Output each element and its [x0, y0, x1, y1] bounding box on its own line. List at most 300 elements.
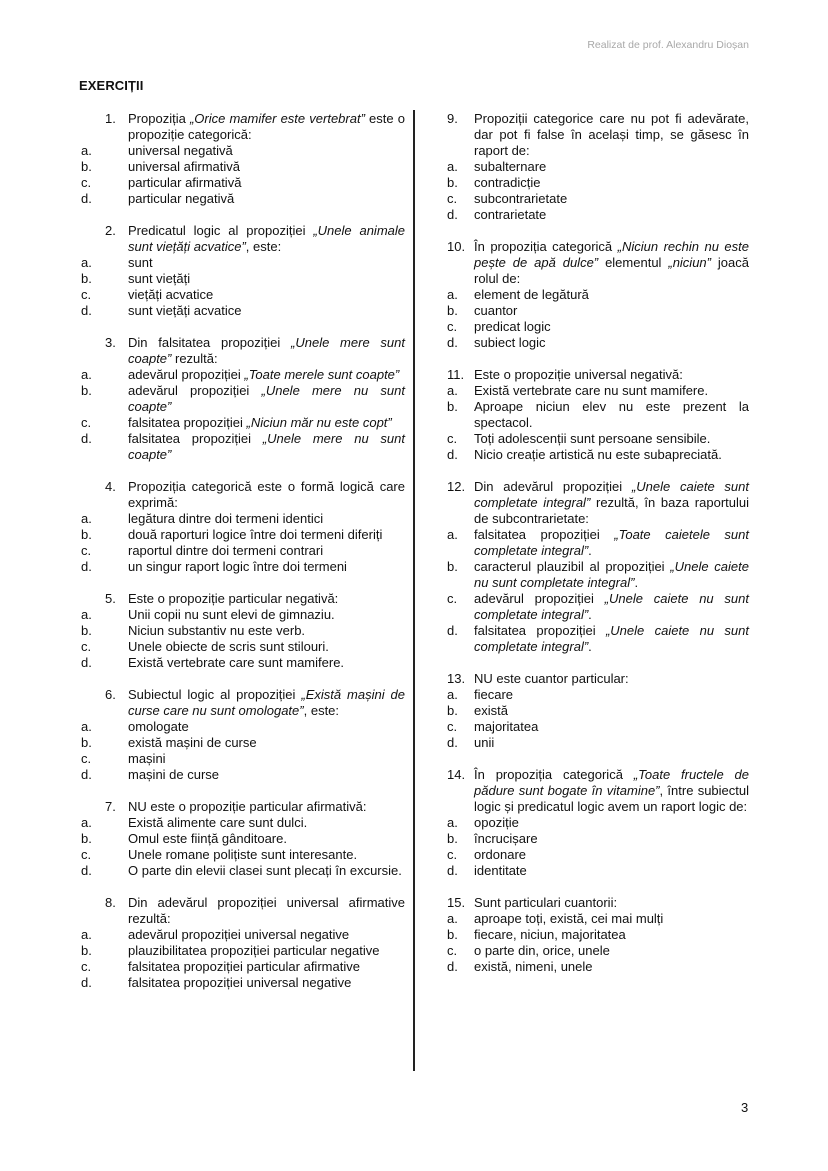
quoted-proposition: „niciun” [668, 255, 711, 270]
option-text-part: omologate [128, 719, 189, 734]
option-label: d. [81, 559, 92, 574]
answer-option-a [447, 911, 749, 927]
option-label: b. [447, 175, 458, 190]
question-10 [447, 239, 749, 351]
question-text [128, 223, 405, 255]
option-label: a. [447, 159, 458, 174]
option-text [474, 863, 749, 879]
option-text [128, 815, 405, 831]
option-label: b. [81, 735, 92, 750]
quoted-proposition: „Orice mamifer este vertebrat” [189, 111, 365, 126]
option-text-part: subiect logic [474, 335, 546, 350]
option-text-part: adevărul propoziției [128, 367, 245, 382]
answer-option-d [81, 191, 405, 207]
option-text [474, 623, 749, 655]
option-label: b. [81, 943, 92, 958]
question-number: 13. [447, 671, 466, 686]
question-text [474, 767, 749, 815]
option-label: c. [81, 175, 92, 190]
option-label: a. [447, 687, 458, 702]
question-text [128, 895, 405, 927]
question-text [474, 111, 749, 159]
option-text [474, 191, 749, 207]
question-text [474, 367, 749, 383]
option-text-part: există [474, 703, 508, 718]
question-stem [81, 591, 405, 607]
question-2 [81, 223, 405, 319]
option-text-part: . [588, 607, 592, 622]
option-text-part: universal negativă [128, 143, 233, 158]
quoted-proposition: „Unele mere nu sunt coapte” [128, 383, 405, 414]
question-stem [81, 479, 405, 511]
question-text [474, 479, 749, 527]
question-12 [447, 479, 749, 655]
option-text [128, 287, 405, 303]
option-text [128, 383, 405, 415]
option-text [474, 447, 749, 463]
quoted-proposition: „Unele animale sunt viețăți acvatice” [128, 223, 405, 254]
option-text [474, 927, 749, 943]
option-text [474, 591, 749, 623]
option-text-part: există, nimeni, unele [474, 959, 593, 974]
question-15 [447, 895, 749, 975]
question-text-part: În propoziția categorică [474, 239, 618, 254]
answer-option-c [447, 719, 749, 735]
answer-option-d [447, 863, 749, 879]
option-text-part: Omul este ființă gânditoare. [128, 831, 287, 846]
option-text-part: opoziție [474, 815, 519, 830]
option-label: c. [447, 191, 458, 206]
question-number: 10. [447, 239, 466, 254]
option-text-part: fiecare, niciun, majoritatea [474, 927, 626, 942]
option-label: b. [447, 831, 458, 846]
option-text-part: O parte din elevii clasei sunt plecați în excursie. [128, 863, 402, 878]
option-text-part: o parte din, orice, unele [474, 943, 610, 958]
question-text-part: În propoziția categorică [474, 767, 634, 782]
answer-option-a [81, 719, 405, 735]
option-text-part: Există vertebrate care nu sunt mamifere. [474, 383, 709, 398]
option-text [474, 383, 749, 399]
question-1 [81, 111, 405, 207]
answer-option-d [447, 335, 749, 351]
question-number: 9. [447, 111, 458, 126]
option-text-part: falsitatea propoziției [128, 431, 263, 446]
answer-option-a [447, 383, 749, 399]
answer-option-b [81, 735, 405, 751]
option-text [128, 159, 405, 175]
option-label: d. [81, 863, 92, 878]
answer-option-a [81, 815, 405, 831]
answer-option-b [447, 703, 749, 719]
question-text-part: Propoziții categorice care nu pot fi adevărate, dar pot fi false în același timp, se găsesc în raport de: [474, 111, 749, 158]
answer-option-c [447, 943, 749, 959]
question-number: 8. [105, 895, 116, 910]
question-number: 6. [105, 687, 116, 702]
option-label: d. [447, 863, 458, 878]
answer-option-d [447, 623, 749, 655]
question-stem [81, 895, 405, 927]
answer-option-b [81, 527, 405, 543]
option-label: d. [447, 447, 458, 462]
option-text [474, 319, 749, 335]
option-text-part: mașini de curse [128, 767, 220, 782]
answer-option-c [81, 959, 405, 975]
question-7 [81, 799, 405, 879]
option-label: a. [447, 287, 458, 302]
answer-option-c [81, 751, 405, 767]
option-label: c. [81, 847, 92, 862]
option-label: c. [447, 319, 458, 334]
option-text-part: raportul dintre doi termeni contrari [128, 543, 324, 558]
question-text-part: NU este cuantor particular: [474, 671, 629, 686]
question-11 [447, 367, 749, 463]
option-text [128, 607, 405, 623]
question-text-part: Din adevărul propoziției universal afirmative rezultă: [128, 895, 405, 926]
section-title: EXERCIȚII [79, 78, 144, 93]
option-label: c. [81, 639, 92, 654]
option-text [128, 543, 405, 559]
question-text-part: elementul [598, 255, 669, 270]
option-text-part: Toți adolescenții sunt persoane sensibile. [474, 431, 711, 446]
question-text [128, 479, 405, 511]
question-number: 4. [105, 479, 116, 494]
option-label: d. [81, 431, 92, 446]
option-text [128, 831, 405, 847]
answer-option-b [447, 831, 749, 847]
answer-option-b [447, 399, 749, 431]
option-text-part: Nicio creație artistică nu este subapreciată. [474, 447, 722, 462]
option-text [128, 415, 405, 431]
option-text-part: plauzibilitatea propoziției particular negative [128, 943, 380, 958]
answer-option-c [81, 287, 405, 303]
question-stem [81, 111, 405, 143]
option-text [474, 399, 749, 431]
option-text-part: adevărul propoziției [474, 591, 605, 606]
question-number: 14. [447, 767, 466, 782]
option-text [474, 735, 749, 751]
option-label: d. [447, 623, 458, 638]
option-text [128, 735, 405, 751]
quoted-proposition: „Unele caiete sunt completate integral” [474, 479, 750, 510]
question-number: 12. [447, 479, 466, 494]
answer-option-b [81, 271, 405, 287]
question-stem [447, 767, 749, 815]
question-text-part: Propoziția categorică este o formă logică care exprimă: [128, 479, 405, 510]
option-label: b. [81, 271, 92, 286]
option-text [128, 943, 405, 959]
option-text-part: adevărul propoziției [128, 383, 262, 398]
answer-option-d [81, 655, 405, 671]
question-4 [81, 479, 405, 575]
quoted-proposition: „Niciun rechin nu este pește de apă dulce” [474, 239, 749, 270]
option-label: a. [81, 607, 92, 622]
answer-option-a [447, 159, 749, 175]
option-text [128, 175, 405, 191]
option-label: a. [81, 511, 92, 526]
option-text [128, 271, 405, 287]
quoted-proposition: „Unele caiete nu sunt completate integral” [474, 591, 749, 622]
option-label: d. [81, 303, 92, 318]
option-text-part: sunt viețăți [128, 271, 191, 286]
option-text-part: mașini [128, 751, 166, 766]
option-text-part: există mașini de curse [128, 735, 257, 750]
option-label: b. [447, 927, 458, 942]
answer-option-a [81, 511, 405, 527]
answer-option-b [81, 383, 405, 415]
option-text [128, 975, 405, 991]
question-text-part: NU este o propoziție particular afirmativă: [128, 799, 367, 814]
option-text-part: Niciun substantiv nu este verb. [128, 623, 306, 638]
option-text [128, 639, 405, 655]
option-label: b. [81, 623, 92, 638]
option-label: d. [447, 735, 458, 750]
option-text [128, 751, 405, 767]
answer-option-a [81, 367, 405, 383]
question-number: 1. [105, 111, 116, 126]
option-label: b. [447, 703, 458, 718]
question-text [128, 591, 405, 607]
option-label: c. [447, 719, 458, 734]
quoted-proposition: „Unele mere nu sunt coapte” [128, 431, 405, 462]
option-text-part: contrarietate [474, 207, 547, 222]
column-divider [413, 110, 415, 1071]
option-label: b. [81, 527, 92, 542]
option-text [128, 255, 405, 271]
option-label: c. [81, 959, 92, 974]
answer-option-a [81, 255, 405, 271]
question-text-part: Este o propoziție particular negativă: [128, 591, 339, 606]
answer-option-d [447, 207, 749, 223]
option-label: c. [447, 591, 458, 606]
option-text [474, 159, 749, 175]
option-label: c. [447, 943, 458, 958]
option-label: b. [447, 559, 458, 574]
question-text-part: Predicatul logic al propoziției [128, 223, 314, 238]
option-text [474, 815, 749, 831]
answer-option-b [447, 559, 749, 591]
answer-option-a [81, 143, 405, 159]
question-text [128, 111, 405, 143]
option-text-part: ordonare [474, 847, 527, 862]
answer-option-d [447, 447, 749, 463]
option-text-part: falsitatea propoziției [474, 527, 615, 542]
right-column [447, 111, 749, 991]
answer-option-c [81, 847, 405, 863]
answer-option-a [447, 815, 749, 831]
option-text-part: majoritatea [474, 719, 539, 734]
answer-option-b [447, 303, 749, 319]
option-text-part: cuantor [474, 303, 518, 318]
option-text-part: particular negativă [128, 191, 235, 206]
answer-option-c [447, 431, 749, 447]
option-text-part: universal afirmativă [128, 159, 240, 174]
option-label: d. [447, 335, 458, 350]
question-text-part: este o propoziție categorică: [128, 111, 406, 142]
question-text [128, 799, 405, 815]
option-label: b. [447, 399, 458, 414]
question-text-part: Propoziția [128, 111, 190, 126]
answer-option-a [447, 527, 749, 559]
option-label: d. [81, 191, 92, 206]
option-text [474, 527, 749, 559]
option-label: c. [81, 751, 92, 766]
answer-option-c [81, 415, 405, 431]
question-text-part: , este: [245, 239, 282, 254]
question-stem [447, 239, 749, 287]
answer-option-d [81, 975, 405, 991]
answer-option-a [447, 287, 749, 303]
option-text-part: predicat logic [474, 319, 551, 334]
option-text-part: identitate [474, 863, 527, 878]
option-label: d. [81, 767, 92, 782]
option-label: a. [81, 143, 92, 158]
question-stem [447, 895, 749, 911]
option-text-part: sunt viețăți acvatice [128, 303, 242, 318]
option-label: a. [447, 911, 458, 926]
option-text [474, 431, 749, 447]
option-text [474, 207, 749, 223]
option-text [128, 303, 405, 319]
option-text-part: un singur raport logic între doi termeni [128, 559, 347, 574]
option-text [128, 431, 405, 463]
option-text-part: unii [474, 735, 495, 750]
option-text [128, 847, 405, 863]
option-text-part: Aproape niciun elev nu este prezent la spectacol. [474, 399, 749, 430]
option-text [128, 527, 405, 543]
option-text [474, 559, 749, 591]
question-stem [81, 335, 405, 367]
question-text [474, 895, 749, 911]
answer-option-b [447, 927, 749, 943]
option-label: a. [447, 383, 458, 398]
option-text [474, 911, 749, 927]
option-label: c. [81, 415, 92, 430]
quoted-proposition: „Unele caiete nu sunt completate integral” [474, 623, 749, 654]
question-text [474, 239, 749, 287]
option-label: b. [447, 303, 458, 318]
question-stem [447, 479, 749, 527]
answer-option-b [81, 159, 405, 175]
answer-option-c [447, 591, 749, 623]
answer-option-b [447, 175, 749, 191]
option-text-part: falsitatea propoziției [474, 623, 606, 638]
option-text [128, 655, 405, 671]
answer-option-b [81, 831, 405, 847]
question-8 [81, 895, 405, 991]
option-text-part: legătura dintre doi termeni identici [128, 511, 324, 526]
quoted-proposition: „Toate merele sunt coapte” [244, 367, 400, 382]
answer-option-d [81, 559, 405, 575]
answer-option-b [81, 943, 405, 959]
option-text [474, 831, 749, 847]
option-label: a. [81, 927, 92, 942]
question-text-part: , între subiectul logic și predicatul logic avem un raport logic de: [474, 783, 750, 814]
answer-option-d [447, 735, 749, 751]
option-text-part: Există vertebrate care sunt mamifere. [128, 655, 345, 670]
question-text [128, 335, 405, 367]
option-text-part: Unele obiecte de scris sunt stilouri. [128, 639, 329, 654]
question-stem [81, 799, 405, 815]
question-number: 2. [105, 223, 116, 238]
option-label: d. [447, 207, 458, 222]
option-text [474, 303, 749, 319]
option-text [128, 623, 405, 639]
option-label: c. [81, 287, 92, 302]
option-label: d. [81, 975, 92, 990]
option-text-part: element de legătură [474, 287, 589, 302]
option-text [128, 367, 405, 383]
question-6 [81, 687, 405, 783]
quoted-proposition: „Niciun măr nu este copt” [246, 415, 392, 430]
option-text-part: Există alimente care sunt dulci. [128, 815, 308, 830]
question-number: 3. [105, 335, 116, 350]
answer-option-d [447, 959, 749, 975]
option-label: a. [81, 719, 92, 734]
question-text-part: Subiectul logic al propoziției [128, 687, 302, 702]
option-label: b. [81, 159, 92, 174]
answer-option-a [81, 607, 405, 623]
option-text-part: încrucișare [474, 831, 538, 846]
option-text-part: falsitatea propoziției [128, 415, 247, 430]
answer-option-c [81, 175, 405, 191]
left-column [81, 111, 405, 1007]
question-text-part: Este o propoziție universal negativă: [474, 367, 683, 382]
option-text-part: . [588, 543, 592, 558]
question-stem [447, 671, 749, 687]
option-text-part: aproape toți, există, cei mai mulți [474, 911, 664, 926]
option-text [474, 175, 749, 191]
option-text-part: contradicție [474, 175, 541, 190]
option-label: c. [447, 847, 458, 862]
option-label: c. [81, 543, 92, 558]
question-number: 7. [105, 799, 116, 814]
option-text [128, 191, 405, 207]
option-label: a. [81, 255, 92, 270]
option-text-part: falsitatea propoziției universal negative [128, 975, 352, 990]
option-text-part: caracterul plauzibil al propoziției [474, 559, 671, 574]
question-stem [81, 687, 405, 719]
question-text-part: , este: [303, 703, 340, 718]
answer-option-c [447, 191, 749, 207]
option-text [474, 943, 749, 959]
question-stem [81, 223, 405, 255]
option-text [128, 927, 405, 943]
option-text [474, 703, 749, 719]
answer-option-c [447, 319, 749, 335]
question-text [128, 687, 405, 719]
answer-option-c [81, 639, 405, 655]
option-text-part: . [588, 639, 592, 654]
question-3 [81, 335, 405, 463]
answer-option-a [447, 687, 749, 703]
question-stem [447, 111, 749, 159]
answer-option-d [81, 303, 405, 319]
option-text [128, 143, 405, 159]
answer-option-d [81, 863, 405, 879]
option-text [474, 719, 749, 735]
author-note: Realizat de prof. Alexandru Dioșan [587, 39, 749, 51]
answer-option-d [81, 431, 405, 463]
option-text [474, 847, 749, 863]
quoted-proposition: „Toate caietele sunt completate integral” [474, 527, 749, 558]
quoted-proposition: „Unele caiete nu sunt completate integral” [474, 559, 749, 590]
option-label: b. [81, 383, 92, 398]
question-text-part: rezultă: [171, 351, 218, 366]
option-text [128, 863, 405, 879]
option-text [474, 335, 749, 351]
question-text-part: Din adevărul propoziției [474, 479, 632, 494]
option-text [128, 719, 405, 735]
